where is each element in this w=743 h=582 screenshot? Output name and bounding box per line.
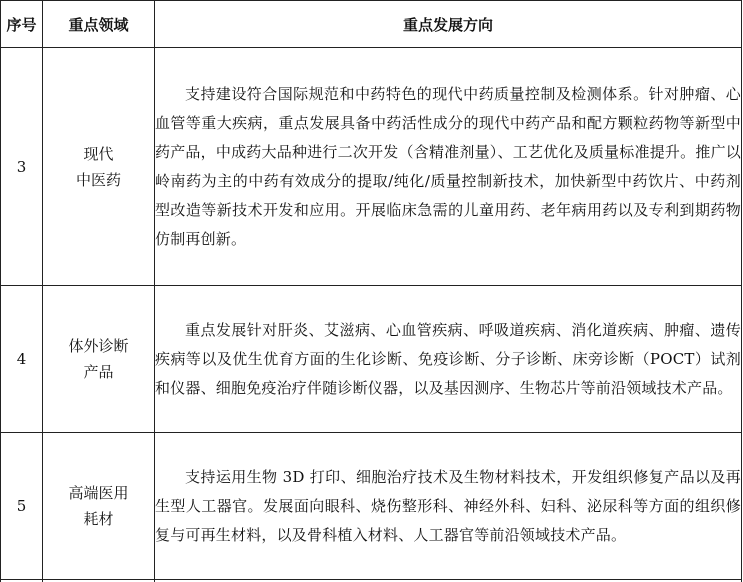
row-area-line: 高端医用: [68, 484, 129, 502]
row-area-line: 中医药: [75, 170, 121, 189]
header-seq: 序号: [1, 1, 43, 48]
row-direction-text: 重点发展针对肝炎、艾滋病、心血管疾病、呼吸道疾病、消化道疾病、肿瘤、遗传疾病等以及优生优育方面的生化诊断、免疫诊断、分子诊断、床旁诊断（POCT）试剂和仪器、细胞免疫治疗伴随诊断仪器，以及基因测序、生物芯片等前沿领域技术产品。: [155, 320, 741, 397]
row-direction: [155, 48, 742, 286]
row-area: [43, 286, 155, 433]
row-area: [43, 433, 155, 580]
row-seq: 3: [1, 48, 43, 286]
header-direction: 重点发展方向: [155, 1, 742, 48]
row-area-line: 现代: [83, 144, 114, 163]
row-area: [43, 48, 155, 286]
row-direction-text: 支持运用生物 3D 打印、细胞治疗技术及生物材料技术，开发组织修复产品以及再生型人工器官。发展面向眼科、烧伤整形科、神经外科、妇科、泌尿科等方面的组织修复与可再生材料，以及骨科植入材料、人工器官等前沿领域技术产品。: [155, 467, 741, 544]
table-row: [1, 48, 742, 286]
row-direction: [155, 286, 742, 433]
row-direction: [155, 433, 742, 580]
table-header-row: [1, 1, 742, 48]
row-area-line: 体外诊断: [68, 337, 129, 355]
header-area: 重点领域: [43, 1, 155, 48]
row-area-line: 耗材: [83, 510, 114, 528]
row-area-line: 产品: [83, 363, 114, 381]
row-seq: 4: [1, 286, 43, 433]
row-seq: 5: [1, 433, 43, 580]
table-row: [1, 286, 742, 433]
table-row: [1, 433, 742, 580]
row-direction-text: 支持建设符合国际规范和中药特色的现代中药质量控制及检测体系。针对肿瘤、心血管等重大疾病，重点发展具备中药活性成分的现代中药产品和配方颗粒药物等新型中药产品，中成药大品种进行二次开发（含精准剂量）、工艺优化及质量标准提升。推广以岭南药为主的中药有效成分的提取/纯化/质量控制新技术，加快新型中药饮片、中药剂型改造等新技术开发和应用。开展临床急需的儿童用药、老年病用药以及专利到期药物仿制再创新。: [155, 84, 741, 248]
